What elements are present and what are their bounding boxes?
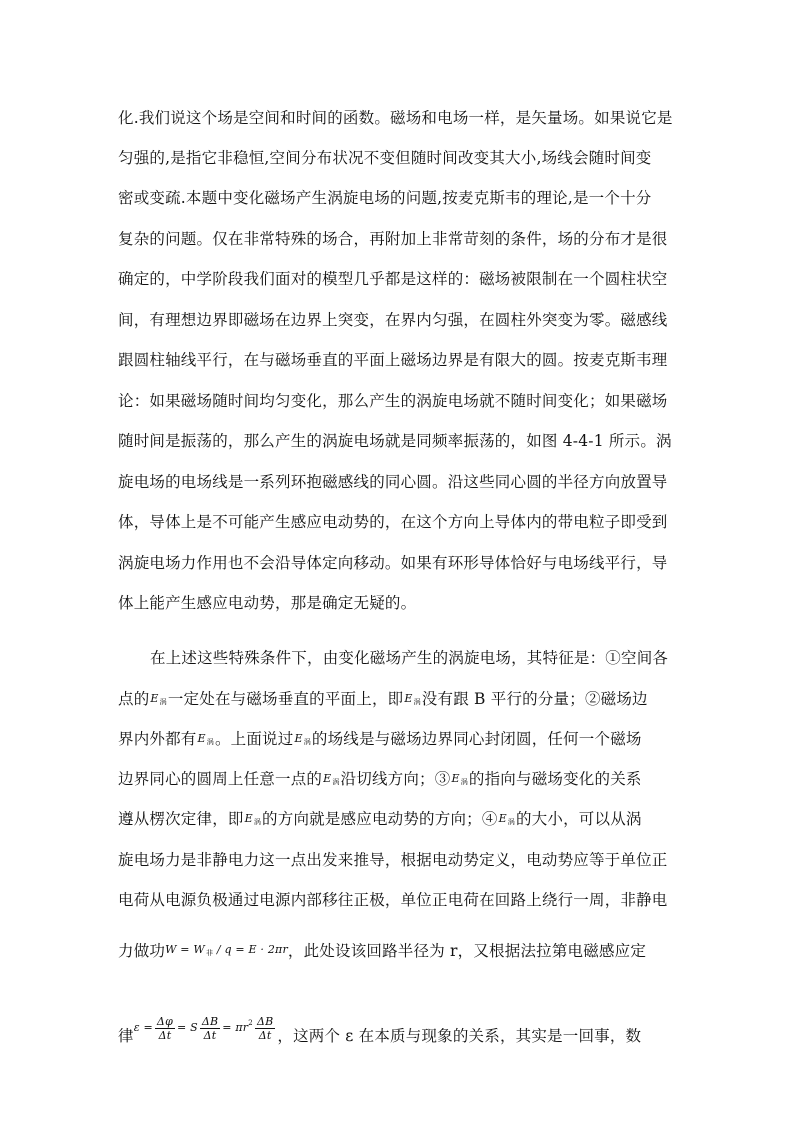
e-subscript: 涡 xyxy=(206,738,214,746)
fraction-denominator: Δt xyxy=(158,1028,172,1042)
text-segment: 力做功 xyxy=(118,942,166,960)
e-subscript: 涡 xyxy=(507,818,515,826)
formula-part: = S xyxy=(176,1021,198,1034)
paragraph-1-line-2: 匀强的,是指它非稳恒,空间分布状况不变但随时间改变其大小,场线会随时间变 xyxy=(118,149,652,167)
paragraph-2-line-1: 在上述这些特殊条件下，由变化磁场产生的涡旋电场，其特征是：①空间各 xyxy=(150,649,669,667)
e-vortex-symbol xyxy=(245,804,261,837)
formula-part: ε = xyxy=(133,1021,153,1034)
e-letter: E xyxy=(197,732,206,745)
work-formula xyxy=(165,935,288,968)
paragraph-1-line-4: 复杂的问题。仅在非常特殊的场合，再附加上非常苛刻的条件，场的分布才是很 xyxy=(118,230,668,248)
e-letter: E xyxy=(404,692,413,705)
formula-subscript: 非 xyxy=(205,949,214,957)
paragraph-2-line-6: 旋电场力是非静电力这一点出发来推导，根据电动势定义，电动势应等于单位正 xyxy=(118,851,668,869)
text-segment: 沿切线方向；③ xyxy=(340,770,451,788)
text-segment: 的大小，可以从涡 xyxy=(516,810,642,828)
paragraph-1-line-9: 随时间是振荡的，那么产生的涡旋电场就是同频率振荡的，如图 4-4-1 所示。涡 xyxy=(118,432,672,450)
e-letter: E xyxy=(323,772,332,785)
text-segment: 界内外都有 xyxy=(118,730,197,748)
e-letter: E xyxy=(498,812,507,825)
fraction-denominator: Δt xyxy=(258,1028,272,1042)
paragraph-1-line-6: 间，有理想边界即磁场在边界上突变，在界内匀强，在圆柱外突变为零。磁感线 xyxy=(118,311,668,329)
fraction-numerator: Δφ xyxy=(156,1014,173,1028)
e-vortex-symbol xyxy=(499,804,515,837)
text-segment: 律 xyxy=(118,1027,134,1045)
formula-superscript: 2 xyxy=(248,1019,253,1027)
e-vortex-symbol xyxy=(150,684,166,717)
e-letter: E xyxy=(294,732,303,745)
text-segment: 的指向与磁场变化的关系 xyxy=(468,770,642,788)
e-letter: E xyxy=(244,812,253,825)
paragraph-1-line-5: 确定的，中学阶段我们面对的模型几乎都是这样的：磁场被限制在一个圆柱状空 xyxy=(118,270,668,288)
fraction-db-dt xyxy=(255,1015,275,1042)
text-segment: 边界同心的圆周上任意一点的 xyxy=(118,770,323,788)
paragraph-2-line-5 xyxy=(118,804,678,834)
fraction-db-dt xyxy=(200,1015,220,1042)
e-letter: E xyxy=(451,772,460,785)
paragraph-1-line-8: 论：如果磁场随时间均匀变化，那么产生的涡旋电场就不随时间变化；如果磁场 xyxy=(118,392,668,410)
e-subscript: 涡 xyxy=(460,778,468,786)
formula-part: W = W xyxy=(165,943,205,956)
e-subscript: 涡 xyxy=(253,818,262,826)
text-segment: 没有跟 B 平行的分量；②磁场边 xyxy=(421,690,648,708)
text-segment: ，此处设该回路半径为 r，又根据法拉第电磁感应定 xyxy=(287,942,647,960)
paragraph-1-line-13: 体上能产生感应电动势，那是确定无疑的。 xyxy=(118,594,417,612)
text-segment: 一定处在与磁场垂直的平面上，即 xyxy=(167,690,404,708)
e-subscript: 涡 xyxy=(159,698,167,706)
paragraph-2-line-7: 电荷从电源负极通过电源内部移往正极，单位正电荷在回路上绕行一周，非静电 xyxy=(118,891,668,909)
fraction-numerator: ΔB xyxy=(201,1014,219,1028)
paragraph-2-line-8 xyxy=(118,935,678,965)
formula-part: / q = E · 2πr xyxy=(216,943,288,956)
text-segment: 。上面说过 xyxy=(214,730,294,748)
text-segment: 点的 xyxy=(118,690,150,708)
text-segment: ，这两个 ε 在本质与现象的关系，其实是一回事，数 xyxy=(277,1027,642,1045)
text-segment: 遵从楞次定律，即 xyxy=(118,810,244,828)
e-subscript: 涡 xyxy=(332,778,340,786)
fraction-denominator: Δt xyxy=(203,1028,217,1042)
e-vortex-symbol xyxy=(404,684,420,717)
paragraph-1-line-7: 跟圆柱轴线平行，在与磁场垂直的平面上磁场边界是有限大的圆。按麦克斯韦理 xyxy=(118,351,668,369)
e-vortex-symbol xyxy=(198,724,214,757)
paragraph-2-line-9 xyxy=(118,1000,678,1046)
e-vortex-symbol xyxy=(323,764,339,797)
fraction-dphi-dt xyxy=(155,1015,175,1042)
paragraph-2-line-3 xyxy=(118,724,678,754)
paragraph-1-line-3: 密或变疏.本题中变化磁场产生涡旋电场的问题,按麦克斯韦的理论,是一个十分 xyxy=(118,189,652,207)
e-subscript: 涡 xyxy=(413,698,421,706)
paragraph-1-line-12: 涡旋电场力作用也不会沿导体定向移动。如果有环形导体恰好与电场线平行，导 xyxy=(118,554,668,572)
paragraph-1-line-11: 体，导体上是不可能产生感应电动势的，在这个方向上导体内的带电粒子即受到 xyxy=(118,513,668,531)
paragraph-1-line-1: 化.我们说这个场是空间和时间的函数。磁场和电场一样，是矢量场。如果说它是 xyxy=(118,109,673,127)
fraction-numerator: ΔB xyxy=(256,1014,274,1028)
e-letter: E xyxy=(150,692,159,705)
e-subscript: 涡 xyxy=(303,738,311,746)
text-segment: 的方向就是感应电动势的方向；④ xyxy=(262,810,498,828)
e-vortex-symbol xyxy=(294,724,310,757)
paragraph-1-line-10: 旋电场的电场线是一系列环抱磁感线的同心圆。沿这些同心圆的半径方向放置导 xyxy=(118,473,668,491)
emf-formula xyxy=(134,1000,278,1051)
formula-part: = πr xyxy=(222,1021,249,1034)
paragraph-2-line-4 xyxy=(118,764,678,794)
paragraph-2-line-2 xyxy=(118,684,678,714)
text-segment: 的场线是与磁场边界同心封闭圆，任何一个磁场 xyxy=(311,730,642,748)
e-vortex-symbol xyxy=(451,764,467,797)
